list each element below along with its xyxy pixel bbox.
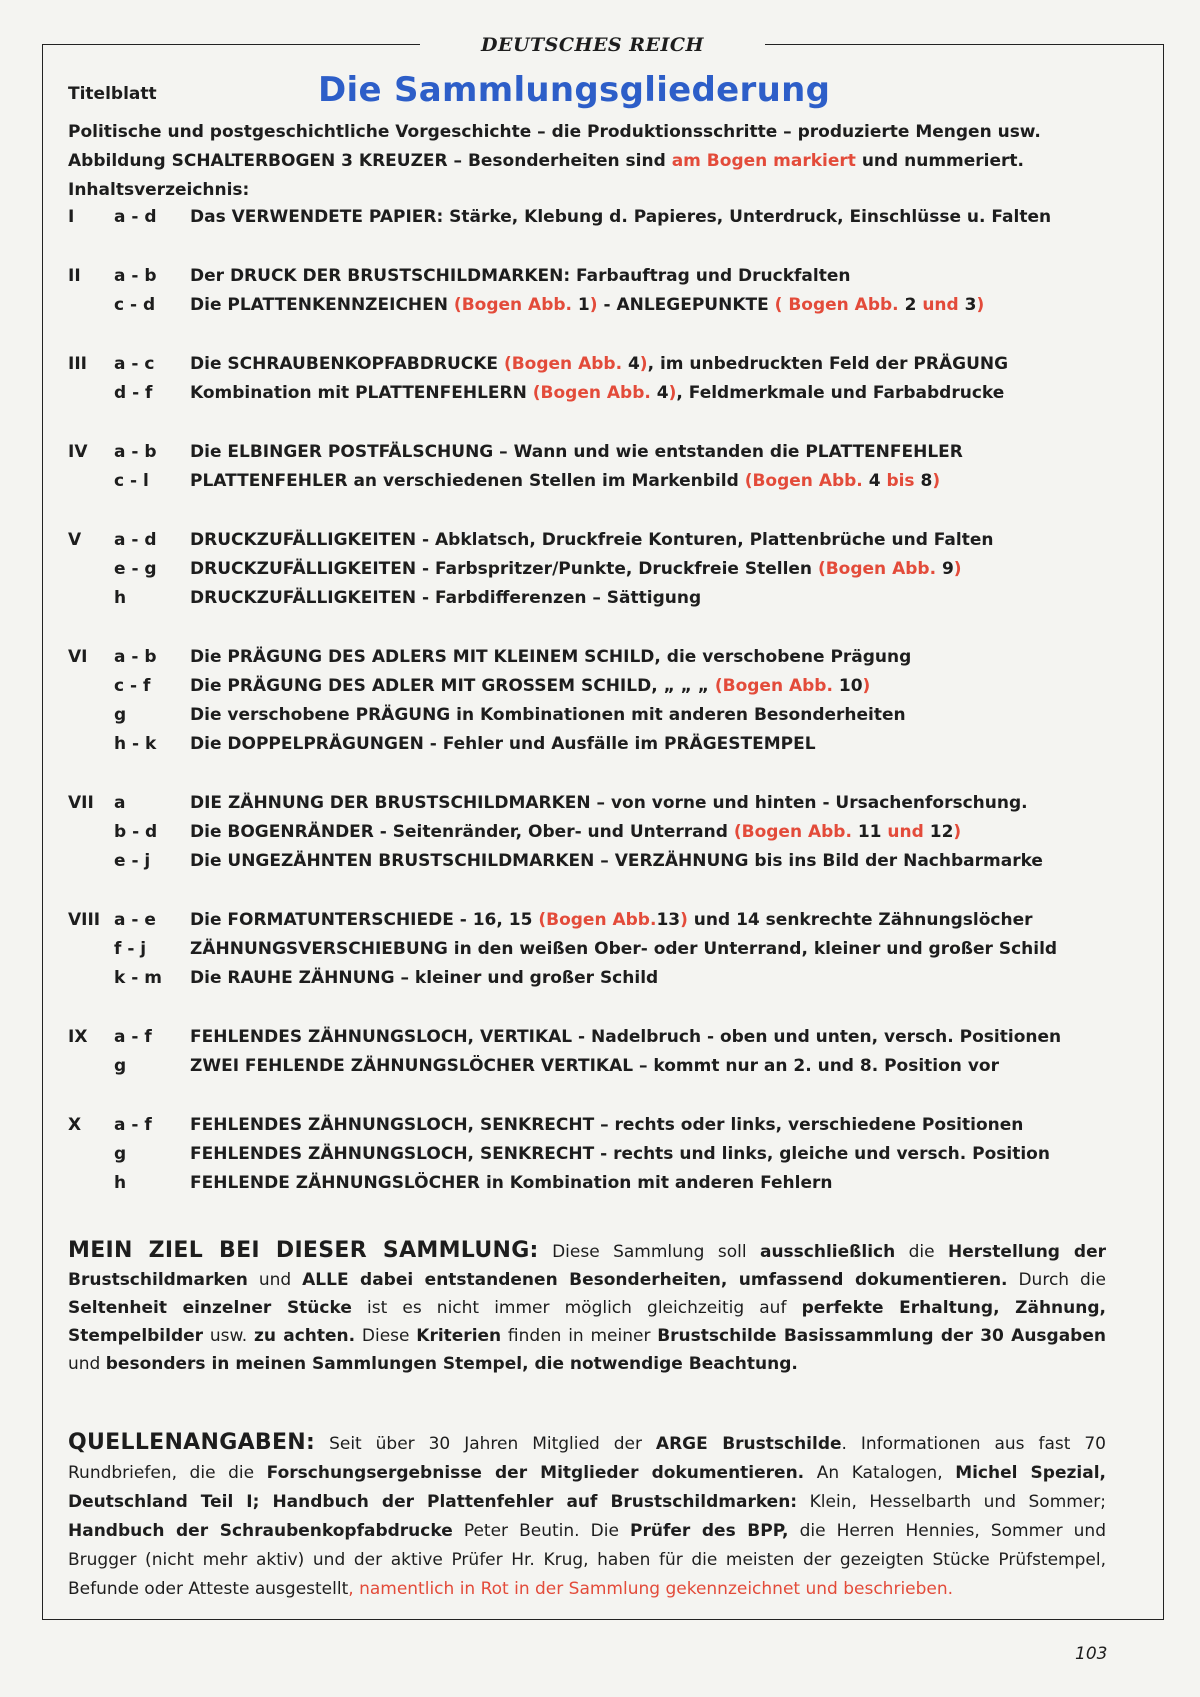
text-segment: FEHLENDES ZÄHNUNGSLOCH, SENKRECHT – rechts oder links, verschiedene Positionen — [190, 1115, 1024, 1135]
text-segment: ) — [953, 559, 962, 579]
text-segment: 9 — [941, 559, 954, 579]
text-segment: (Bogen Abb. — [503, 354, 628, 374]
intro-line-2-a: Abbildung SCHALTERBOGEN 3 KREUZER – Besonderheiten sind — [68, 151, 672, 171]
toc-row — [68, 1111, 1158, 1140]
item-letters: c - d — [114, 295, 156, 315]
toc-row — [68, 906, 1158, 935]
table-of-contents — [68, 203, 1158, 1228]
item-text — [190, 906, 1158, 935]
section-numeral: I — [68, 207, 75, 227]
item-text — [190, 1052, 1158, 1081]
item-text — [190, 818, 1158, 847]
text-segment: ZWEI FEHLENDE ZÄHNUNGSLÖCHER VERTIKAL – kommt nur an 2. und 8. Position vor — [190, 1056, 999, 1076]
sources-paragraph — [68, 1428, 1106, 1604]
item-text — [190, 1023, 1158, 1052]
section-numeral: III — [68, 354, 87, 374]
item-text — [190, 555, 1158, 584]
text-segment: Die DOPPELPRÄGUNGEN - Fehler und Ausfälle im PRÄGESTEMPEL — [190, 734, 816, 754]
toc-row — [68, 964, 1158, 993]
text-segment: ist es nicht immer möglich gleichzeitig auf — [351, 1298, 802, 1318]
text-segment: Klein, Hesselbarth und Sommer; — [797, 1492, 1106, 1512]
item-text — [190, 789, 1158, 818]
text-segment: DIE ZÄHNUNG DER BRUSTSCHILDMARKEN – von vorne und hinten - Ursachenforschung. — [190, 793, 1028, 813]
section-numeral — [68, 291, 114, 320]
intro-block — [68, 118, 1158, 205]
item-letters: c - f — [114, 676, 151, 696]
text-segment: FEHLENDE ZÄHNUNGSLÖCHER in Kombination mit anderen Fehlern — [190, 1173, 833, 1193]
text-segment: 4 — [868, 471, 887, 491]
item-letters: g — [114, 1144, 127, 1164]
text-segment: und — [881, 822, 930, 842]
item-letters: g — [114, 705, 127, 725]
section-numeral — [68, 379, 114, 408]
text-segment: (Bogen Abb. — [538, 910, 657, 930]
text-segment: (Bogen Abb. — [744, 471, 869, 491]
text-segment: , im unbedruckten Feld der PRÄGUNG — [647, 354, 1009, 374]
text-segment: , Feldmerkmale und Farbabdrucke — [676, 383, 1005, 403]
text-segment: und — [247, 1270, 303, 1290]
item-letters: h - k — [114, 734, 157, 754]
item-letters: e - g — [114, 559, 157, 579]
item-letters: e - j — [114, 851, 151, 871]
item-letters: c - l — [114, 471, 149, 491]
toc-row — [68, 701, 1158, 730]
text-segment: ) — [932, 471, 941, 491]
item-text — [190, 438, 1158, 467]
text-segment: Seltenheit einzelner Stücke — [68, 1298, 352, 1318]
text-segment: Michel Spezial, Deutschland Teil I; Handbuch der Plattenfehler auf Brustschildmarken: — [68, 1463, 1106, 1512]
toc-row — [68, 730, 1158, 759]
text-segment: Durch die — [1007, 1270, 1106, 1290]
text-segment: Seit über 30 Jahren Mitglied der — [315, 1434, 656, 1454]
text-segment: ALLE dabei entstandenen Besonderheiten, umfassend dokumentieren. — [302, 1270, 1008, 1290]
toc-heading: Inhaltsverzeichnis: — [68, 180, 250, 200]
text-segment: An Katalogen, — [804, 1463, 956, 1483]
toc-row — [68, 672, 1158, 701]
text-segment: perfekte Erhaltung, Zähnung, Stempelbilder — [68, 1298, 1106, 1346]
item-text — [190, 291, 1158, 320]
item-letters: a - d — [114, 207, 157, 227]
text-segment: . Informationen aus fast 70 Rundbriefen, die die — [68, 1434, 1106, 1483]
intro-line-1: Politische und postgeschichtliche Vorgeschichte – die Produktionsschritte – produzierte Mengen usw. — [68, 122, 1041, 142]
item-text — [190, 672, 1158, 701]
text-segment: ZÄHNUNGSVERSCHIEBUNG in den weißen Ober- oder Unterrand, kleiner und großer Schild — [190, 939, 1058, 959]
section-numeral: VI — [68, 647, 88, 667]
item-text — [190, 1111, 1158, 1140]
toc-row — [68, 643, 1158, 672]
text-segment: und 14 senkrechte Zähnungslöcher — [687, 910, 1033, 930]
text-segment: und — [916, 295, 965, 315]
text-segment: FEHLENDES ZÄHNUNGSLOCH, VERTIKAL - Nadelbruch - oben und unten, versch. Positionen — [190, 1027, 1062, 1047]
item-text — [190, 730, 1158, 759]
item-text — [190, 1169, 1158, 1198]
item-letters: a - f — [114, 1115, 152, 1135]
toc-row — [68, 203, 1158, 232]
item-text — [190, 350, 1158, 379]
text-segment: 10 — [838, 676, 863, 696]
text-segment: 3 — [964, 295, 977, 315]
section-numeral — [68, 730, 114, 759]
toc-row — [68, 350, 1158, 379]
toc-section — [68, 906, 1158, 993]
item-letters: a - e — [114, 910, 156, 930]
item-letters: d - f — [114, 383, 153, 403]
toc-row — [68, 1052, 1158, 1081]
item-letters: h — [114, 588, 127, 608]
text-segment: besonders in meinen Sammlungen Stempel, die notwendige Beachtung. — [105, 1354, 798, 1374]
text-segment: (Bogen Abb. — [733, 822, 858, 842]
item-letters: a - f — [114, 1027, 152, 1047]
toc-row — [68, 555, 1158, 584]
item-text — [190, 467, 1158, 496]
text-segment: (Bogen Abb. — [817, 559, 942, 579]
text-segment: 8 — [920, 471, 933, 491]
text-segment: 4 — [656, 383, 669, 403]
item-letters: k - m — [114, 968, 162, 988]
toc-row — [68, 847, 1158, 876]
text-segment: , namentlich in Rot in der Sammlung gekennzeichnet und beschrieben. — [348, 1579, 954, 1599]
text-segment: DRUCKZUFÄLLIGKEITEN - Abklatsch, Druckfreie Konturen, Plattenbrüche und Falten — [190, 530, 994, 550]
toc-row — [68, 291, 1158, 320]
text-segment: bis — [886, 471, 921, 491]
item-text — [190, 701, 1158, 730]
text-segment: Handbuch der Schraubenkopfabdrucke — [68, 1521, 453, 1541]
toc-row — [68, 1023, 1158, 1052]
item-letters: a — [114, 793, 126, 813]
item-text — [190, 203, 1158, 232]
section-numeral: IV — [68, 442, 88, 462]
header-label: DEUTSCHES REICH — [420, 34, 765, 56]
item-letters: a - d — [114, 530, 157, 550]
item-text — [190, 1140, 1158, 1169]
text-segment: ARGE Brustschilde — [655, 1434, 842, 1454]
text-segment: 1 — [577, 295, 590, 315]
text-segment: Diese — [355, 1326, 417, 1346]
text-segment: Prüfer des BPP, — [630, 1521, 789, 1541]
text-segment: finden in meiner — [501, 1326, 658, 1346]
text-segment: ) — [953, 822, 962, 842]
toc-row — [68, 262, 1158, 291]
text-segment: Die PRÄGUNG DES ADLER MIT GROSSEM SCHILD, „ „ „ — [190, 676, 715, 696]
item-letters: g — [114, 1056, 127, 1076]
text-segment: die — [895, 1242, 949, 1262]
text-segment: Der DRUCK DER BRUSTSCHILDMARKEN: Farbauftrag und Druckfalten — [190, 266, 851, 286]
text-segment: DRUCKZUFÄLLIGKEITEN - Farbdifferenzen – Sättigung — [190, 588, 702, 608]
intro-line-2-red: am Bogen markiert — [671, 151, 856, 171]
item-letters: a - b — [114, 442, 157, 462]
item-text — [190, 262, 1158, 291]
text-segment: DRUCKZUFÄLLIGKEITEN - Farbspritzer/Punkte, Druckfreie Stellen — [190, 559, 818, 579]
section-numeral — [68, 584, 114, 613]
text-segment: (Bogen Abb. — [532, 383, 657, 403]
section-heading: MEIN ZIEL BEI DIESER SAMMLUNG: — [68, 1238, 539, 1263]
text-segment: - ANLEGEPUNKTE — [597, 295, 775, 315]
text-segment: ) — [639, 354, 648, 374]
text-segment: 12 — [929, 822, 954, 842]
text-segment: ) — [862, 676, 871, 696]
item-text — [190, 379, 1158, 408]
text-segment: ) — [668, 383, 677, 403]
text-segment: Das VERWENDETE PAPIER: Stärke, Klebung d. Papieres, Unterdruck, Einschlüsse u. Falten — [190, 207, 1052, 227]
text-segment: Diese Sammlung soll — [538, 1242, 760, 1262]
section-numeral: V — [68, 530, 82, 550]
section-numeral: IX — [68, 1027, 88, 1047]
toc-row — [68, 1169, 1158, 1198]
text-segment: (Bogen Abb. — [453, 295, 578, 315]
section-numeral: VIII — [68, 910, 101, 930]
text-segment: 2 — [904, 295, 917, 315]
text-segment: Brustschilde Basissammlung der 30 Ausgaben — [657, 1326, 1106, 1346]
page-title: Die Sammlungsgliederung — [318, 70, 831, 110]
text-segment: ( Bogen Abb. — [774, 295, 905, 315]
toc-row — [68, 584, 1158, 613]
text-segment: ) — [976, 295, 985, 315]
text-segment: Kombination mit PLATTENFEHLERN — [190, 383, 533, 403]
toc-section — [68, 203, 1158, 232]
toc-row — [68, 526, 1158, 555]
text-segment: usw. — [203, 1326, 254, 1346]
toc-section — [68, 643, 1158, 759]
text-segment: ) — [680, 910, 688, 930]
toc-section — [68, 1023, 1158, 1081]
section-numeral — [68, 847, 114, 876]
item-text — [190, 526, 1158, 555]
text-segment: Die PLATTENKENNZEICHEN — [190, 295, 454, 315]
text-segment: Peter Beutin. Die — [452, 1521, 631, 1541]
text-segment: zu achten. — [253, 1326, 356, 1346]
text-segment: Die FORMATUNTERSCHIEDE - 16, 15 — [190, 910, 539, 930]
text-segment: 11 — [857, 822, 882, 842]
toc-section — [68, 1111, 1158, 1198]
text-segment: 13 — [656, 910, 681, 930]
section-numeral: X — [68, 1115, 82, 1135]
section-numeral: VII — [68, 793, 94, 813]
toc-row — [68, 818, 1158, 847]
item-text — [190, 964, 1158, 993]
item-letters: a - b — [114, 266, 157, 286]
text-segment: Die verschobene PRÄGUNG in Kombinationen mit anderen Besonderheiten — [190, 705, 906, 725]
text-segment: Forschungsergebnisse der Mitglieder dokumentieren. — [266, 1463, 805, 1483]
item-letters: b - d — [114, 822, 158, 842]
section-heading: QUELLENANGABEN: — [68, 1430, 316, 1455]
item-letters: f - j — [114, 939, 147, 959]
titelblatt-label: Titelblatt — [68, 84, 157, 104]
collection-goal-paragraph — [68, 1237, 1106, 1378]
toc-section — [68, 526, 1158, 613]
item-letters: a - b — [114, 647, 157, 667]
toc-row — [68, 789, 1158, 818]
item-letters: a - c — [114, 354, 155, 374]
toc-section — [68, 789, 1158, 876]
intro-line-2-b: und nummeriert. — [855, 151, 1024, 171]
section-numeral — [68, 1140, 114, 1169]
text-segment: Die UNGEZÄHNTEN BRUSTSCHILDMARKEN – VERZÄHNUNG bis ins Bild der Nachbarmarke — [190, 851, 1043, 871]
toc-section — [68, 438, 1158, 496]
toc-row — [68, 379, 1158, 408]
section-numeral — [68, 555, 114, 584]
item-text — [190, 643, 1158, 672]
text-segment: PLATTENFEHLER an verschiedenen Stellen im Markenbild — [190, 471, 745, 491]
section-numeral — [68, 935, 114, 964]
text-segment: FEHLENDES ZÄHNUNGSLOCH, SENKRECHT - rechts und links, gleiche und versch. Position — [190, 1144, 1050, 1164]
text-segment: Herstellung der Brustschildmarken — [68, 1242, 1106, 1290]
toc-section — [68, 262, 1158, 320]
text-segment: Kriterien — [416, 1326, 502, 1346]
text-segment: Die PRÄGUNG DES ADLERS MIT KLEINEM SCHILD, die verschobene Prägung — [190, 647, 912, 667]
toc-row — [68, 467, 1158, 496]
toc-section — [68, 350, 1158, 408]
text-segment: und — [68, 1354, 106, 1374]
intro-line-2 — [68, 147, 1158, 176]
text-segment: (Bogen Abb. — [714, 676, 839, 696]
text-segment: die Herren Hennies, Sommer und Brugger (nicht mehr aktiv) und der aktive Prüfer Hr. Krug, haben für die meisten der gezeigten Stücke Prüfstempel, Befunde oder Atteste ausgestellt — [68, 1521, 1106, 1599]
section-numeral — [68, 701, 114, 730]
section-numeral — [68, 1169, 114, 1198]
text-segment: ) — [589, 295, 598, 315]
item-letters: h — [114, 1173, 127, 1193]
section-numeral — [68, 467, 114, 496]
item-text — [190, 584, 1158, 613]
item-text — [190, 847, 1158, 876]
section-numeral: II — [68, 266, 81, 286]
section-numeral — [68, 818, 114, 847]
text-segment: 4 — [627, 354, 640, 374]
toc-row — [68, 1140, 1158, 1169]
text-segment: Die BOGENRÄNDER - Seitenränder, Ober- und Unterrand — [190, 822, 734, 842]
section-numeral — [68, 964, 114, 993]
page-number: 103 — [1075, 1644, 1108, 1664]
item-text — [190, 935, 1158, 964]
toc-row — [68, 935, 1158, 964]
text-segment: Die RAUHE ZÄHNUNG – kleiner und großer Schild — [190, 968, 659, 988]
section-numeral — [68, 672, 114, 701]
text-segment: ausschließlich — [759, 1242, 896, 1262]
text-segment: Die SCHRAUBENKOPFABDRUCKE — [190, 354, 504, 374]
text-segment: Die ELBINGER POSTFÄLSCHUNG – Wann und wie entstanden die PLATTENFEHLER — [190, 442, 963, 462]
section-numeral — [68, 1052, 114, 1081]
toc-row — [68, 438, 1158, 467]
